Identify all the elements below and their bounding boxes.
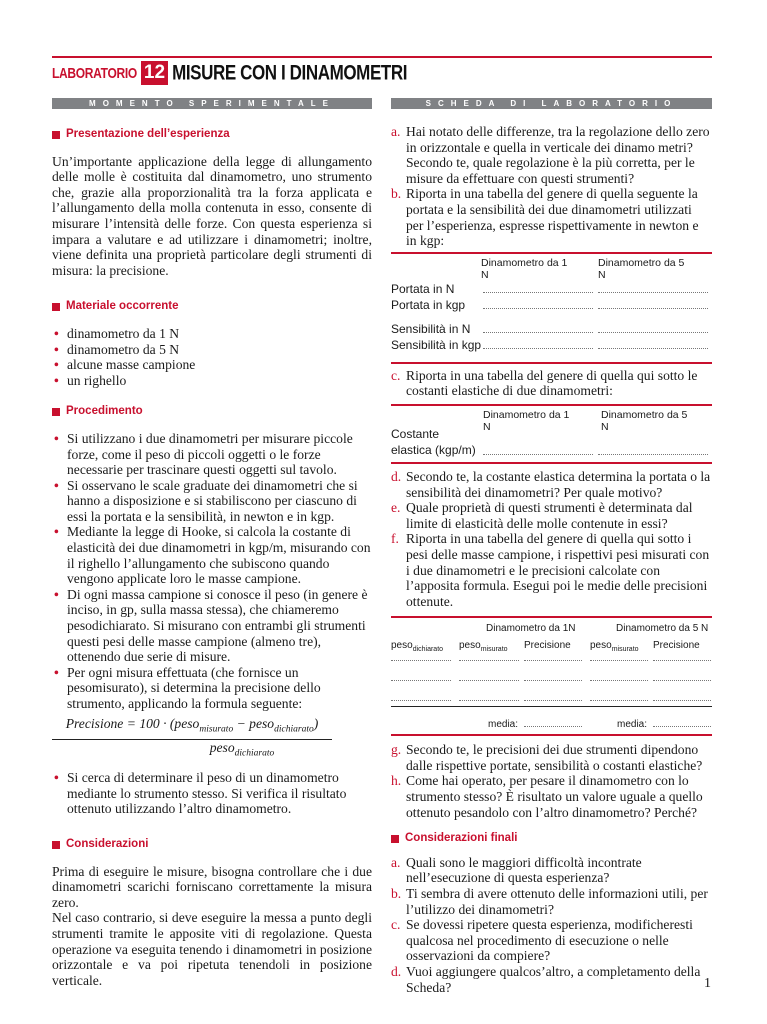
list-item: • alcune masse campione: [52, 357, 372, 373]
col-peso-dichiarato: peso$_{dichiarato}$: [391, 640, 444, 654]
list-item: • Per ogni misura effettuata (che fornisce un pesomisurato), si determina la precisione dello strumento, applicando la formula seguente:: [52, 665, 372, 712]
row-label: Sensibilità in kgp: [391, 337, 482, 352]
table-top-rule: [391, 404, 712, 406]
media-label-2: media:: [617, 719, 648, 731]
page-number: 1: [704, 976, 711, 991]
table-bottom-rule: [391, 734, 712, 736]
formula-numerator: Precisione = 100 · (peso$_{misurato}$ − peso$_{dichiarato}$): [52, 716, 332, 740]
considerazioni-text-1: Prima di eseguire le misure, bisogna controllare che i due dinamometri scarichi forniscano correttamente la misura zero.: [52, 863, 372, 910]
row-label: Portata in N: [391, 281, 455, 296]
fill-line: [524, 726, 582, 727]
list-item: • dinamometro da 1 N: [52, 326, 372, 342]
finali-list: [391, 855, 712, 995]
fill-line: [653, 726, 711, 727]
list-item: • Si utilizzano i due dinamometri per misurare piccole forze, come il peso di piccoli oggetti o le forze necessarie per trascinare questi oggetti sul tavolo.: [52, 431, 372, 478]
table-top-rule: [391, 616, 712, 618]
list-item: • un righello: [52, 373, 372, 389]
fill-line: [391, 700, 451, 701]
table-bottom-rule: [391, 462, 712, 464]
list-item: • Mediante la legge di Hooke, si calcola la costante di elasticità dei due dinamometri in kgp/m, misurando con il righello l’allungamento che subiscono quando vengono applicate loro le masse campione.: [52, 524, 372, 586]
list-item: • Di ogni massa campione si conosce il peso (in genere è inciso, in gp, sulla massa stessa), che chiameremo pesodichiarato. Si misurano con entrambi gli strumenti questi pesi delle masse campione (almeno tre), ottenendo due serie di misure.: [52, 587, 372, 665]
section-considerazioni: Considerazioni: [52, 837, 372, 853]
row-label: Portata in kgp: [391, 297, 466, 312]
fill-line: [483, 308, 593, 309]
row-label: Sensibilità in N: [391, 321, 471, 336]
presentazione-text: Un’importante applicazione della legge di allungamento delle molle è costituita dal dinamometro, uno strumento che, grazie alla proporzionalità tra la forza applicata e l’allungamento della molla contenuta in esso, consente di misurare l’intensità delle forze. Con questa esperienza si impara a valutare e ad utilizzare i dinamometri; inoltre, viene definita una proprietà particolare degli strumenti di misura: la precisione.: [52, 153, 372, 278]
fill-line: [524, 660, 582, 661]
question-c: c. Riporta in una tabella del genere di quella qui sotto le costanti elastiche di due dinamometri:: [391, 367, 698, 399]
list-item: • Si cerca di determinare il peso di un dinamometro mediante lo strumento stesso. Si verifica il risultato ottenuto utilizzando l’altro dinamometro.: [52, 770, 372, 817]
question-e: e. Quale proprietà di questi strumenti è determinata dal limite di elasticità delle molle contenute in essi?: [391, 500, 693, 531]
group-header-1n: Dinamometro da 1N: [486, 623, 576, 635]
group-header-5n: Dinamometro da 5 N: [616, 623, 709, 635]
fill-line: [483, 454, 593, 455]
fill-line: [524, 700, 582, 701]
section-materiale: Materiale occorrente: [52, 299, 372, 315]
col-header-1n: Dinamometro da 1 N: [481, 256, 568, 281]
page-title: MISURE CON I DINAMOMETRI: [172, 60, 408, 85]
fill-line: [598, 454, 708, 455]
list-item: a. Quali sono le maggiori difficoltà incontrate nell’esecuzione di questa esperienza?: [391, 854, 642, 886]
bullet-square-icon: [52, 408, 60, 416]
question-a: a. Hai notato delle differenze, tra la regolazione dello zero in orizzontale e quella in verticale dei dinamo metri? Secondo te, quale regolazione è la più corretta, per le misure da effettuare con questi strumenti?: [391, 124, 710, 186]
col-header-5n: Dinamometro da 5 N: [601, 408, 688, 433]
media-label-1: media:: [488, 719, 519, 731]
bullet-square-icon: [52, 841, 60, 849]
procedimento-list-2: [52, 770, 372, 817]
fill-line: [483, 292, 593, 293]
table-portata-sensibilita: [391, 252, 712, 364]
section-considerazioni-finali: Considerazioni finali: [391, 831, 712, 847]
left-column: [52, 127, 372, 988]
fill-line: [483, 332, 593, 333]
fill-line: [524, 680, 582, 681]
list-item: b. Ti sembra di avere ottenuto delle informazioni utili, per l’utilizzo dei dinamometri?: [391, 886, 708, 917]
fill-line: [653, 680, 711, 681]
formula-denominator: peso$_{dichiarato}$: [209, 739, 275, 759]
table-top-rule: [391, 252, 712, 254]
band-scheda: SCHEDA DI LABORATORIO: [391, 98, 712, 109]
fill-line: [391, 680, 451, 681]
precision-formula: [52, 716, 332, 763]
bullet-square-icon: [52, 303, 60, 311]
fill-line: [590, 680, 648, 681]
bullet-square-icon: [52, 131, 60, 139]
right-column: [391, 124, 712, 995]
header-rule: [52, 56, 712, 58]
fill-line: [391, 660, 451, 661]
col-precisione-2: Precisione: [653, 640, 700, 652]
fill-line: [598, 308, 708, 309]
lab-label: LABORATORIO: [52, 64, 137, 82]
table-costante-elastica: [391, 404, 712, 464]
fill-line: [590, 700, 648, 701]
table-divider: [391, 706, 712, 707]
table-bottom-rule: [391, 362, 712, 364]
question-h: h. Come hai operato, per pesare il dinamometro con lo strumento stesso? È risultato un valore uguale a quello ottenuto pesandolo con l’altro dinamometro? Perché?: [391, 773, 703, 820]
considerazioni-text-2: Nel caso contrario, si deve eseguire la messa a punto degli strumenti tramite le apposite viti di regolazione. Questa operazione va eseguita tenendo i dinamometri in posizione orizzontale e va poi ripetuta tenendoli in posizione verticale.: [52, 910, 372, 988]
materiale-list: [52, 326, 372, 388]
section-procedimento: Procedimento: [52, 404, 372, 420]
fill-line: [459, 700, 519, 701]
list-item: • Si osservano le scale graduate dei dinamometri che si hanno a disposizione e si stabiliscono per ciascuno di essi la portata e la sensibilità, in newton e in kgp.: [52, 478, 372, 525]
bullet-square-icon: [391, 835, 399, 843]
list-item: • dinamometro da 5 N: [52, 342, 372, 358]
col-header-1n: Dinamometro da 1 N: [483, 408, 570, 433]
col-peso-misurato-2: peso$_{misurato}$: [590, 640, 639, 654]
col-peso-misurato-1: peso$_{misurato}$: [459, 640, 508, 654]
question-g: g. Secondo te, le precisioni dei due strumenti dipendono dalle rispettive portate, sensibilità o costanti elastiche?: [391, 742, 703, 773]
fill-line: [590, 660, 648, 661]
row-label: elastica (kgp/m): [391, 442, 476, 457]
fill-line: [653, 700, 711, 701]
procedimento-list: [52, 431, 372, 712]
list-item: c. Se dovessi ripetere questa esperienza, modificheresti qualcosa nel procedimento di esecuzione o nelle osservazioni da compiere?: [391, 917, 693, 964]
question-f: f. Riporta in una tabella del genere di quella qui sotto i pesi delle masse campione, i rispettivi pesi misurati con i due dinamometri e le precisioni calcolate con l’apposita formula. Esegui poi le medie delle precisioni ottenute.: [391, 531, 710, 609]
list-item: d. Vuoi aggiungere qualcos’altro, a completamento della Scheda?: [391, 964, 701, 995]
fill-line: [653, 660, 711, 661]
question-d: d. Secondo te, la costante elastica determina la portata o la sensibilità dei dinamometri? Per quale motivo?: [391, 468, 711, 500]
question-b: b. Riporta in una tabella del genere di quella seguente la portata e la sensibilità dei due dinamometri utilizzati per l’esperienza, espresse rispettivamente in newton e in kgp:: [391, 186, 699, 249]
page-header: [52, 60, 407, 86]
section-presentazione: Presentazione dell’esperienza: [52, 127, 372, 143]
fill-line: [483, 348, 593, 349]
fill-line: [459, 660, 519, 661]
col-precisione-1: Precisione: [524, 640, 571, 652]
band-momento: MOMENTO SPERIMENTALE: [52, 98, 372, 109]
row-label: Costante: [391, 426, 440, 441]
lab-number: 12: [141, 61, 168, 85]
fill-line: [598, 292, 708, 293]
col-header-5n: Dinamometro da 5 N: [598, 256, 685, 281]
fill-line: [598, 348, 708, 349]
fill-line: [459, 680, 519, 681]
table-precisioni: [391, 616, 712, 736]
fill-line: [598, 332, 708, 333]
